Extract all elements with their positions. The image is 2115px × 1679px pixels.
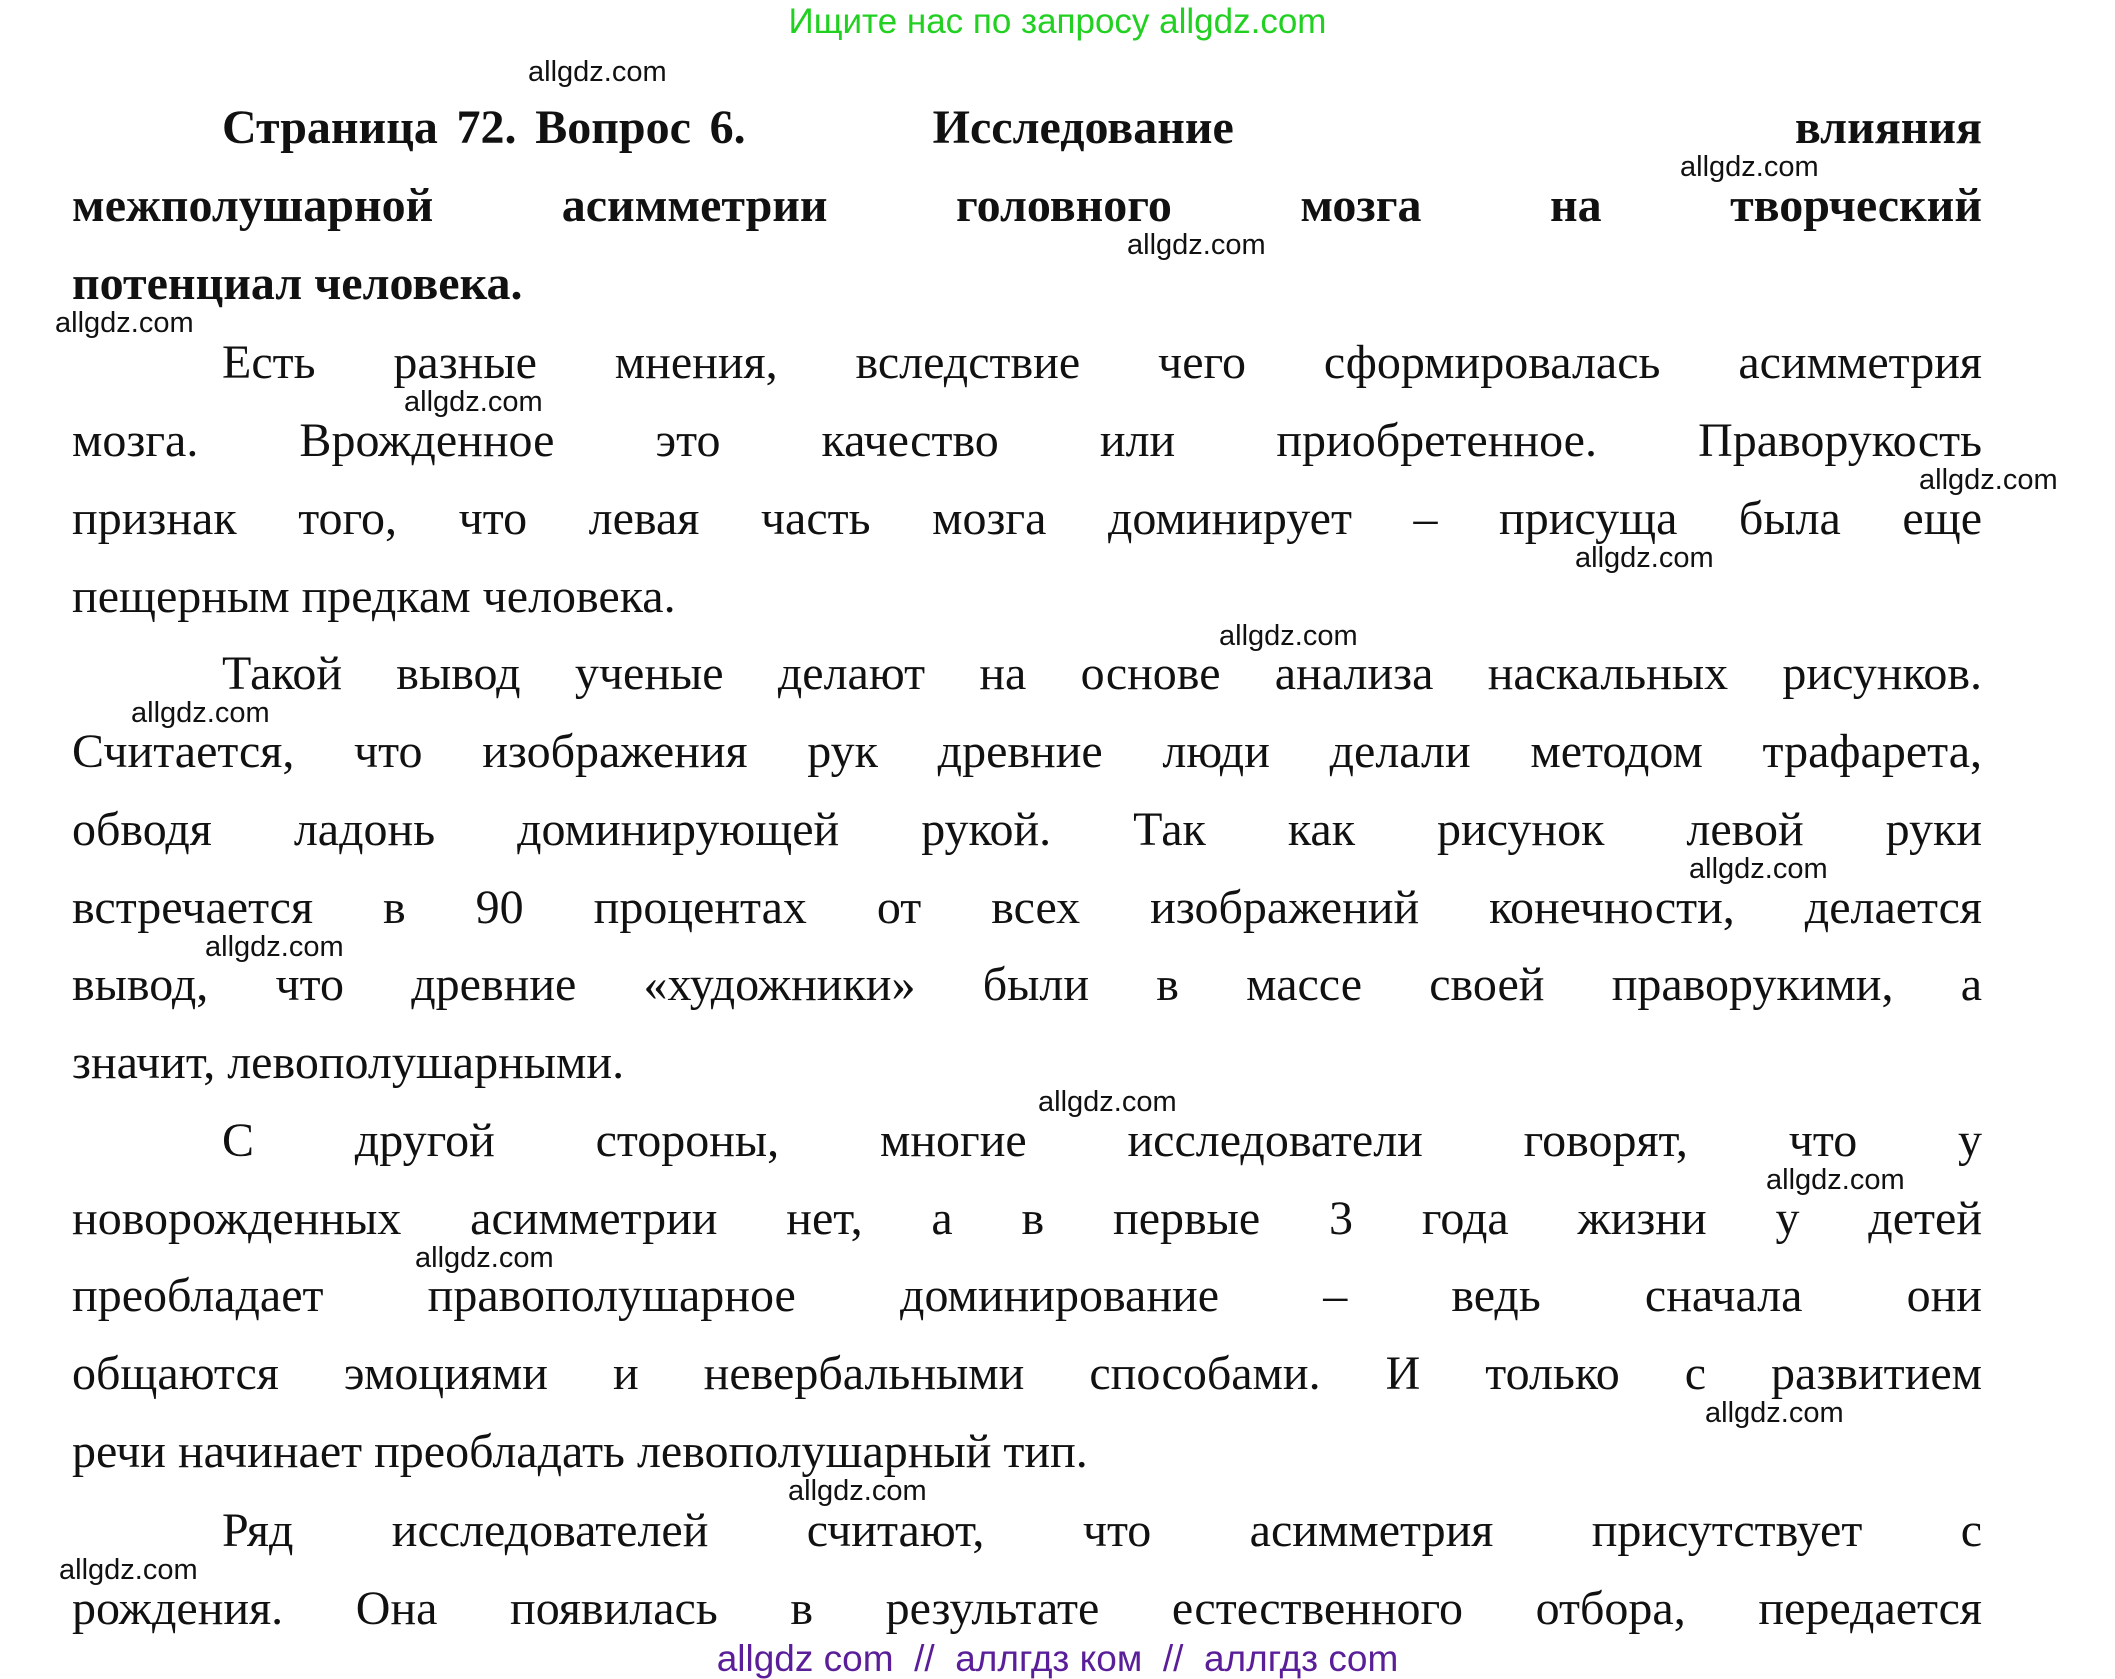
- watermark: allgdz.com: [1680, 151, 1819, 183]
- watermark: allgdz.com: [1219, 620, 1358, 652]
- watermark: allgdz.com: [1689, 853, 1828, 885]
- text-line: речи начинает преобладать левополушарный тип.: [72, 1425, 1088, 1478]
- watermark: allgdz.com: [205, 931, 344, 963]
- watermark: allgdz.com: [528, 56, 667, 88]
- footer-watermark: allgdz com // аллгдз ком // аллгдз com: [716, 1638, 1399, 1679]
- watermark: allgdz.com: [131, 697, 270, 729]
- text-line: новорожденных асимметрии нет, а в первые 3 года жизни у детей: [72, 1192, 1982, 1245]
- text-line: преобладает правополушарное доминирование – ведь сначала они: [72, 1269, 1982, 1322]
- watermark: allgdz.com: [1705, 1397, 1844, 1429]
- watermark: allgdz.com: [415, 1242, 554, 1274]
- text-line: пещерным предкам человека.: [72, 570, 676, 623]
- watermark: allgdz.com: [1919, 464, 2058, 496]
- text-line: вывод, что древние «художники» были в массе своей праворукими, а: [72, 958, 1982, 1011]
- watermark: allgdz.com: [1038, 1086, 1177, 1118]
- text-line: значит, левополушарными.: [72, 1036, 625, 1089]
- title-line: межполушарной асимметрии головного мозга на творческий: [72, 179, 1982, 232]
- watermark: allgdz.com: [1127, 229, 1266, 261]
- watermark: allgdz.com: [1766, 1164, 1905, 1196]
- text-line: общаются эмоциями и невербальными способами. И только с развитием: [72, 1347, 1982, 1400]
- text-line: мозга. Врожденное это качество или приобретенное. Праворукость: [72, 414, 1982, 467]
- text-line: рождения. Она появилась в результате естественного отбора, передается: [72, 1582, 1982, 1635]
- watermark: allgdz.com: [1575, 542, 1714, 574]
- text-line: Есть разные мнения, вследствие чего сформировалась асимметрия: [222, 336, 1982, 389]
- watermark: allgdz.com: [59, 1554, 198, 1586]
- search-banner: Ищите нас по запросу allgdz.com: [788, 2, 1327, 41]
- text-line: Ряд исследователей считают, что асимметрия присутствует с: [222, 1504, 1982, 1557]
- watermark: allgdz.com: [788, 1475, 927, 1507]
- text-line: встречается в 90 процентах от всех изображений конечности, делается: [72, 881, 1982, 934]
- text-line: признак того, что левая часть мозга доминирует – присуща была еще: [72, 492, 1982, 545]
- text-line: Такой вывод ученые делают на основе анализа наскальных рисунков.: [222, 647, 1982, 700]
- watermark: allgdz.com: [55, 307, 194, 339]
- text-line: обводя ладонь доминирующей рукой. Так как рисунок левой руки: [72, 803, 1982, 856]
- title-line: потенциал человека.: [72, 257, 523, 310]
- text-line: Считается, что изображения рук древние люди делали методом трафарета,: [72, 725, 1982, 778]
- watermark: allgdz.com: [404, 386, 543, 418]
- text-line: С другой стороны, многие исследователи говорят, что у: [222, 1114, 1982, 1167]
- title-line: Страница 72. Вопрос 6. Исследование влияния: [222, 101, 1982, 154]
